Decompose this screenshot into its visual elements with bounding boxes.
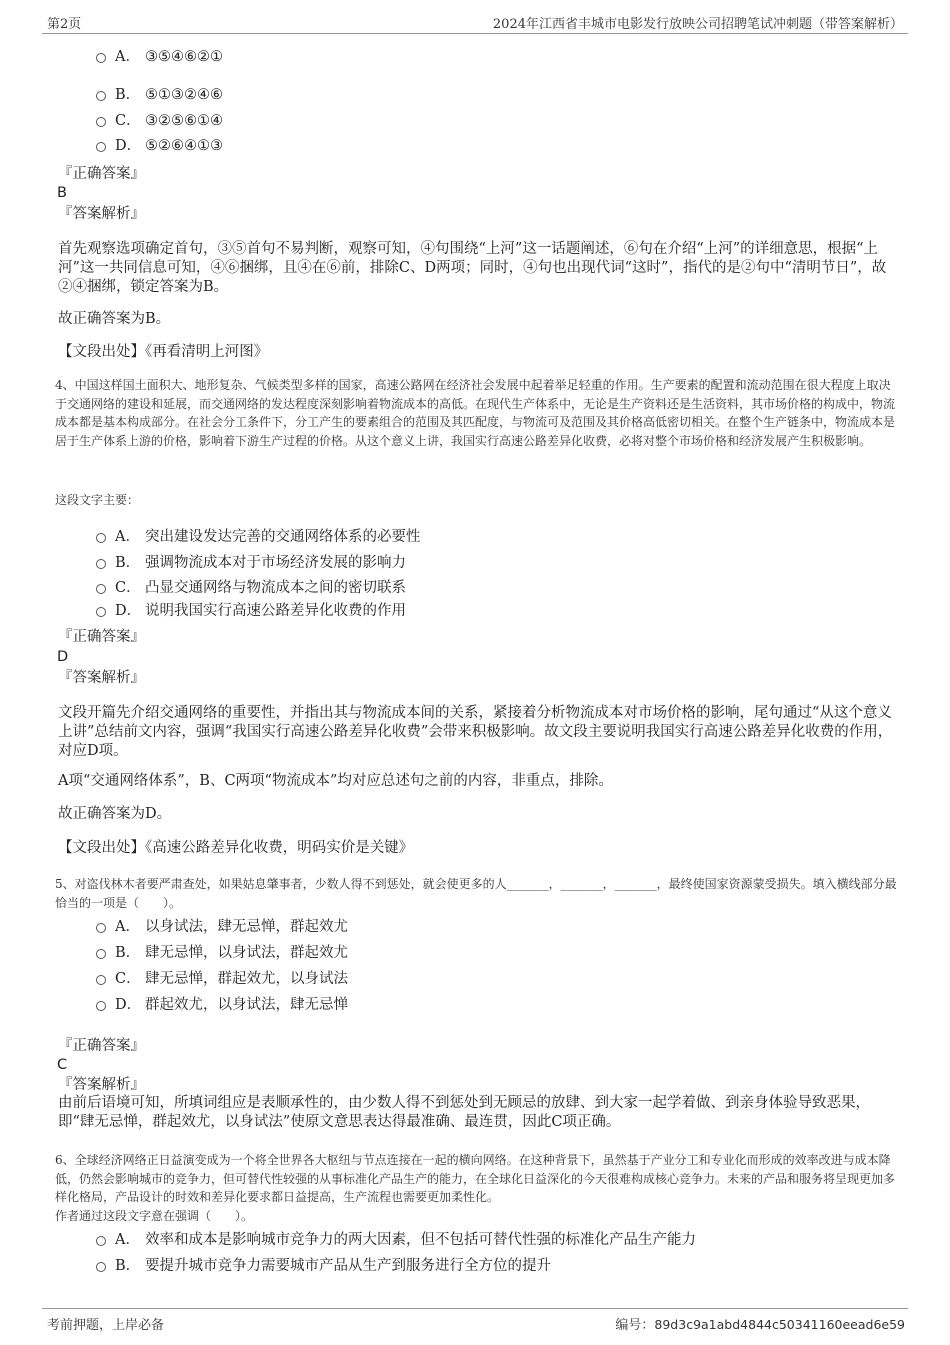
q3-answer-label: 『正确答案』 [58, 166, 145, 182]
q5-option-c[interactable]: C． 肆无忌惮，群起效尤，以身试法 [96, 969, 348, 989]
radio-icon[interactable] [96, 1262, 106, 1272]
q5-option-b[interactable]: B． 肆无忌惮，以身试法，群起效尤 [96, 943, 348, 963]
radio-icon[interactable] [96, 949, 106, 959]
q6-question: 作者通过这段文字意在强调（ ）。 [55, 1209, 254, 1223]
q3-option-d[interactable]: D． ⑤②⑥④①③ [96, 136, 223, 156]
q3-analysis: 首先观察选项确定首句，③⑤首句不易判断，观察可知，④句围绕“上河”这一话题阐述，⑥句在介绍“上河”的详细意思，根据“上河”这一共同信息可知，④⑥捆绑，且④在⑥前，排除C、D两项；同时，④句也出现代词“这时”，指代的是②句中“清明节日”，故②④捆绑，锁定答案为B。 [58, 241, 887, 295]
q4-option-b[interactable]: B． 强调物流成本对于市场经济发展的影响力 [96, 553, 406, 573]
q4-option-d[interactable]: D． 说明我国实行高速公路差异化收费的作用 [96, 601, 406, 621]
radio-icon[interactable] [96, 923, 106, 933]
radio-icon[interactable] [96, 117, 106, 127]
q3-analysis-label: 『答案解析』 [58, 206, 145, 222]
q4-answer: D [57, 649, 69, 665]
q5-answer-label: 『正确答案』 [58, 1038, 145, 1054]
q5-stem: 5、对盗伐林木者要严肃查处，如果姑息肇事者，少数人得不到惩处，就会使更多的人_______，_______，_______，最终使国家资源蒙受损失。填入横线部分最恰当的一项是（ ）。 [55, 877, 897, 910]
q3-option-a[interactable]: A． ③⑤④⑥②① [96, 47, 223, 67]
header-divider [42, 33, 908, 34]
q4-conclusion: 故正确答案为D。 [58, 806, 172, 822]
q4-option-c[interactable]: C． 凸显交通网络与物流成本之间的密切联系 [96, 578, 406, 598]
q4-answer-label: 『正确答案』 [58, 629, 145, 645]
q4-analysis: 文段开篇先介绍交通网络的重要性，并指出其与物流成本间的关系，紧接着分析物流成本对市场价格的影响，尾句通过“从这个意义上讲”总结前文内容，强调“我国实行高速公路差异化收费”会带来积极影响。故文段主要说明我国实行高速公路差异化收费的作用，对应D项。 [58, 705, 893, 759]
q4-analysis-label: 『答案解析』 [58, 670, 145, 686]
document-code: 编号：89d3c9a1abd4844c50341160eead6e59 [615, 1317, 905, 1333]
q5-analysis-label: 『答案解析』 [58, 1077, 145, 1093]
q6-option-a[interactable]: A． 效率和成本是影响城市竞争力的两大因素，但不包括可替代性强的标准化产品生产能力 [96, 1230, 696, 1250]
footer-slogan: 考前押题，上岸必备 [47, 1318, 165, 1333]
radio-icon[interactable] [96, 1236, 106, 1246]
page-number: 第2页 [47, 17, 82, 32]
q6-stem: 6、全球经济网络正日益演变成为一个将全世界各大枢纽与节点连接在一起的横向网络。在这种背景下，虽然基于产业分工和专业化而形成的效率改进与成本降低，仍然会影响城市的竞争力，但可替代性较强的从事标准化产品生产的能力，在全球化日益深化的今天很难构成核心竞争力。未来的产品和服务将呈现更加多样化格局，产品设计的时效和差异化要求都日益提高，生产流程也需要更加柔性化。 [55, 1153, 896, 1204]
q4-question: 这段文字主要： [55, 493, 140, 507]
radio-icon[interactable] [96, 533, 106, 543]
q4-source: 【文段出处】《高速公路差异化收费，明码实价是关键》 [58, 840, 414, 856]
q4-option-a[interactable]: A． 突出建设发达完善的交通网络体系的必要性 [96, 527, 421, 547]
footer-divider [42, 1308, 908, 1309]
q5-option-d[interactable]: D． 群起效尤，以身试法，肆无忌惮 [96, 995, 348, 1015]
q6-option-b[interactable]: B． 要提升城市竞争力需要城市产品从生产到服务进行全方位的提升 [96, 1256, 551, 1276]
radio-icon[interactable] [96, 559, 106, 569]
q3-source: 【文段出处】《再看清明上河图》 [58, 344, 269, 360]
radio-icon[interactable] [96, 53, 106, 63]
q4-stem: 4、中国这样国土面积大、地形复杂、气候类型多样的国家，高速公路网在经济社会发展中起着举足轻重的作用。生产要素的配置和流动范围在很大程度上取决于交通网络的建设和延展，而交通网络的发达程度深刻影响着物流成本的高低。在现代生产体系中，无论是生产资料还是生活资料，其市场价格的构成中，物流成本都是基本构成部分。在社会分工条件下，分工产生的要素组合的范围及其匹配度，与物流可及范围及其价格高低密切相关。在整个生产链条中，物流成本是居于生产体系上游的价格，影响着下游生产过程的价格。从这个意义上讲，我国实行高速公路差异化收费，必将对整个市场价格和经济发展产生积极影响。 [55, 378, 896, 448]
q5-analysis: 由前后语境可知，所填词组应是表顺承性的，由少数人得不到惩处到无顾忌的放肆、到大家一起学着做、到亲身体验导致恶果，即“肆无忌惮，群起效尤，以身试法”使原文意思表达得最准确、最连贯，因此C项正确。 [58, 1095, 870, 1130]
radio-icon[interactable] [96, 142, 106, 152]
radio-icon[interactable] [96, 607, 106, 617]
q3-option-c[interactable]: C． ③②⑤⑥①④ [96, 111, 223, 131]
q4-analysis-2: A项“交通网络体系”，B、C两项“物流成本”均对应总述句之前的内容，非重点，排除。 [58, 773, 613, 789]
q5-option-a[interactable]: A． 以身试法，肆无忌惮，群起效尤 [96, 917, 348, 937]
radio-icon[interactable] [96, 91, 106, 101]
q3-conclusion: 故正确答案为B。 [58, 311, 171, 327]
radio-icon[interactable] [96, 584, 106, 594]
document-title: 2024年江西省丰城市电影发行放映公司招聘笔试冲刺题（带答案解析） [492, 17, 903, 32]
q5-answer: C [57, 1057, 68, 1073]
radio-icon[interactable] [96, 1001, 106, 1011]
radio-icon[interactable] [96, 975, 106, 985]
q3-answer: B [57, 185, 67, 201]
q3-option-b[interactable]: B． ⑤①③②④⑥ [96, 85, 223, 105]
